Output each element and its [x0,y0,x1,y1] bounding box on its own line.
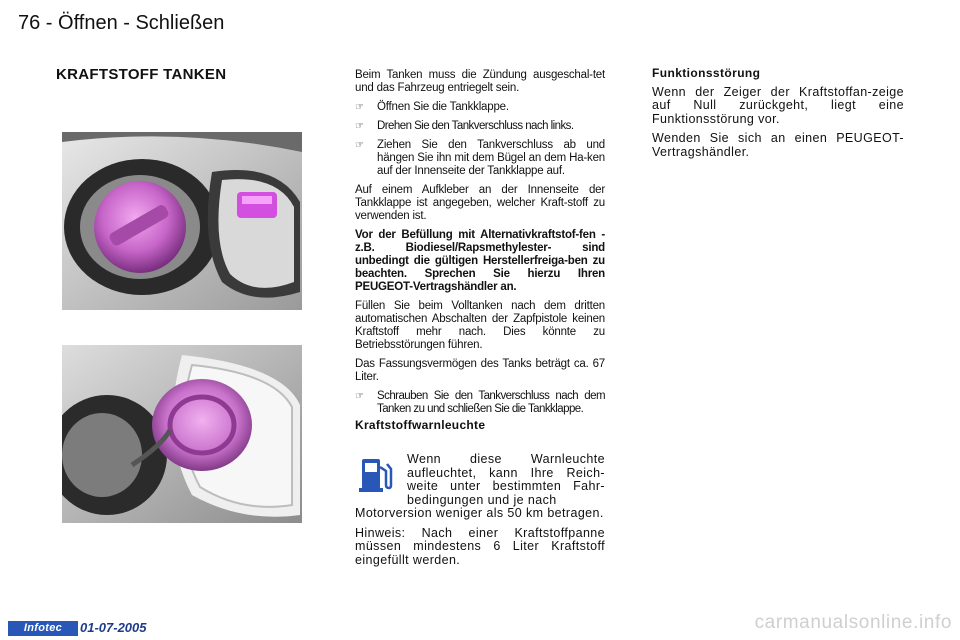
malfunction-column [652,67,904,165]
instructions-column [355,69,605,422]
alternative-fuel-note: Vor der Befüllung mit Alternativkraftstof-fen -z.B. Biodiesel/Rapsmethylester- sind unbedingt die gültigen Herstellerfreiga-ben zu beachten. Sprechen Sie hierzu Ihren PEUGEOT-Vertragshändler an. [355,229,605,293]
fuel-pump-icon [356,455,396,495]
pointing-hand-icon: ☞ [355,391,364,402]
watermark[interactable]: carmanualsonline.info [754,612,952,633]
page-header: 76 - Öffnen - Schließen [18,12,225,34]
bullet-hang-cap [355,139,605,178]
infotec-badge: Infotec [8,621,78,636]
bullet-turn-cap [355,120,605,133]
fuel-filler-photo-top [62,132,302,310]
footer-date: 01-07-2005 [80,620,147,635]
warning-light-title: Kraftstoffwarnleuchte [355,418,486,432]
bullet-text: Drehen Sie den Tankverschluss nach links. [377,120,574,132]
dealer-paragraph: Wenden Sie sich an einen PEUGEOT-Vertragshändler. [652,131,904,159]
pointing-hand-icon: ☞ [355,121,364,132]
section-title: KRAFTSTOFF TANKEN [56,66,227,83]
malfunction-title: Funktionsstörung [652,66,761,80]
bullet-open-flap [355,101,605,114]
intro-paragraph: Beim Tanken muss die Zündung ausgeschal-tet und das Fahrzeug entriegelt sein. [355,69,605,94]
malfunction-paragraph: Wenn der Zeiger der Kraftstoffan-zeige auf Null zurückgeht, liegt eine Funktionsstörung vor. [652,84,904,126]
warning-paragraph-indent: Wenn diese Warnleuchte aufleuchtet, kann Ihre Reich-weite unter bestimmten Fahr-bedingungen und je nach [407,452,605,507]
pointing-hand-icon: ☞ [355,102,364,113]
warning-hint: Hinweis: Nach einer Kraftstoffpanne müssen mindestens 6 Liter Kraftstoff eingefüllt werden. [355,525,605,567]
capacity-paragraph: Das Fassungsvermögen des Tanks beträgt ca. 67 Liter. [355,358,605,383]
fuel-filler-photo-bottom [62,345,302,523]
warning-paragraph-rest: Motorversion weniger als 50 km betragen. [355,506,604,520]
fill-paragraph: Füllen Sie beim Volltanken nach dem dritten automatischen Abschalten der Zapfpistole keinen Kraftstoff mehr nach. Dies könnte zu Betriebsstörungen führen. [355,300,605,351]
bullet-text: Ziehen Sie den Tankverschluss ab und hängen Sie ihn mit dem Bügel an dem Ha-ken auf der Innenseite der Tankklappe auf. [377,139,605,177]
pointing-hand-icon: ☞ [355,140,364,151]
bullet-text: Schrauben Sie den Tankverschluss nach dem Tanken zu und schließen Sie die Tankklappe. [377,390,605,415]
bullet-text: Öffnen Sie die Tankklappe. [377,101,509,113]
sticker-paragraph: Auf einem Aufkleber an der Innenseite der Tankklappe ist angegeben, welcher Kraft-stoff zu verwenden ist. [355,184,605,222]
bullet-close-cap [355,390,605,416]
